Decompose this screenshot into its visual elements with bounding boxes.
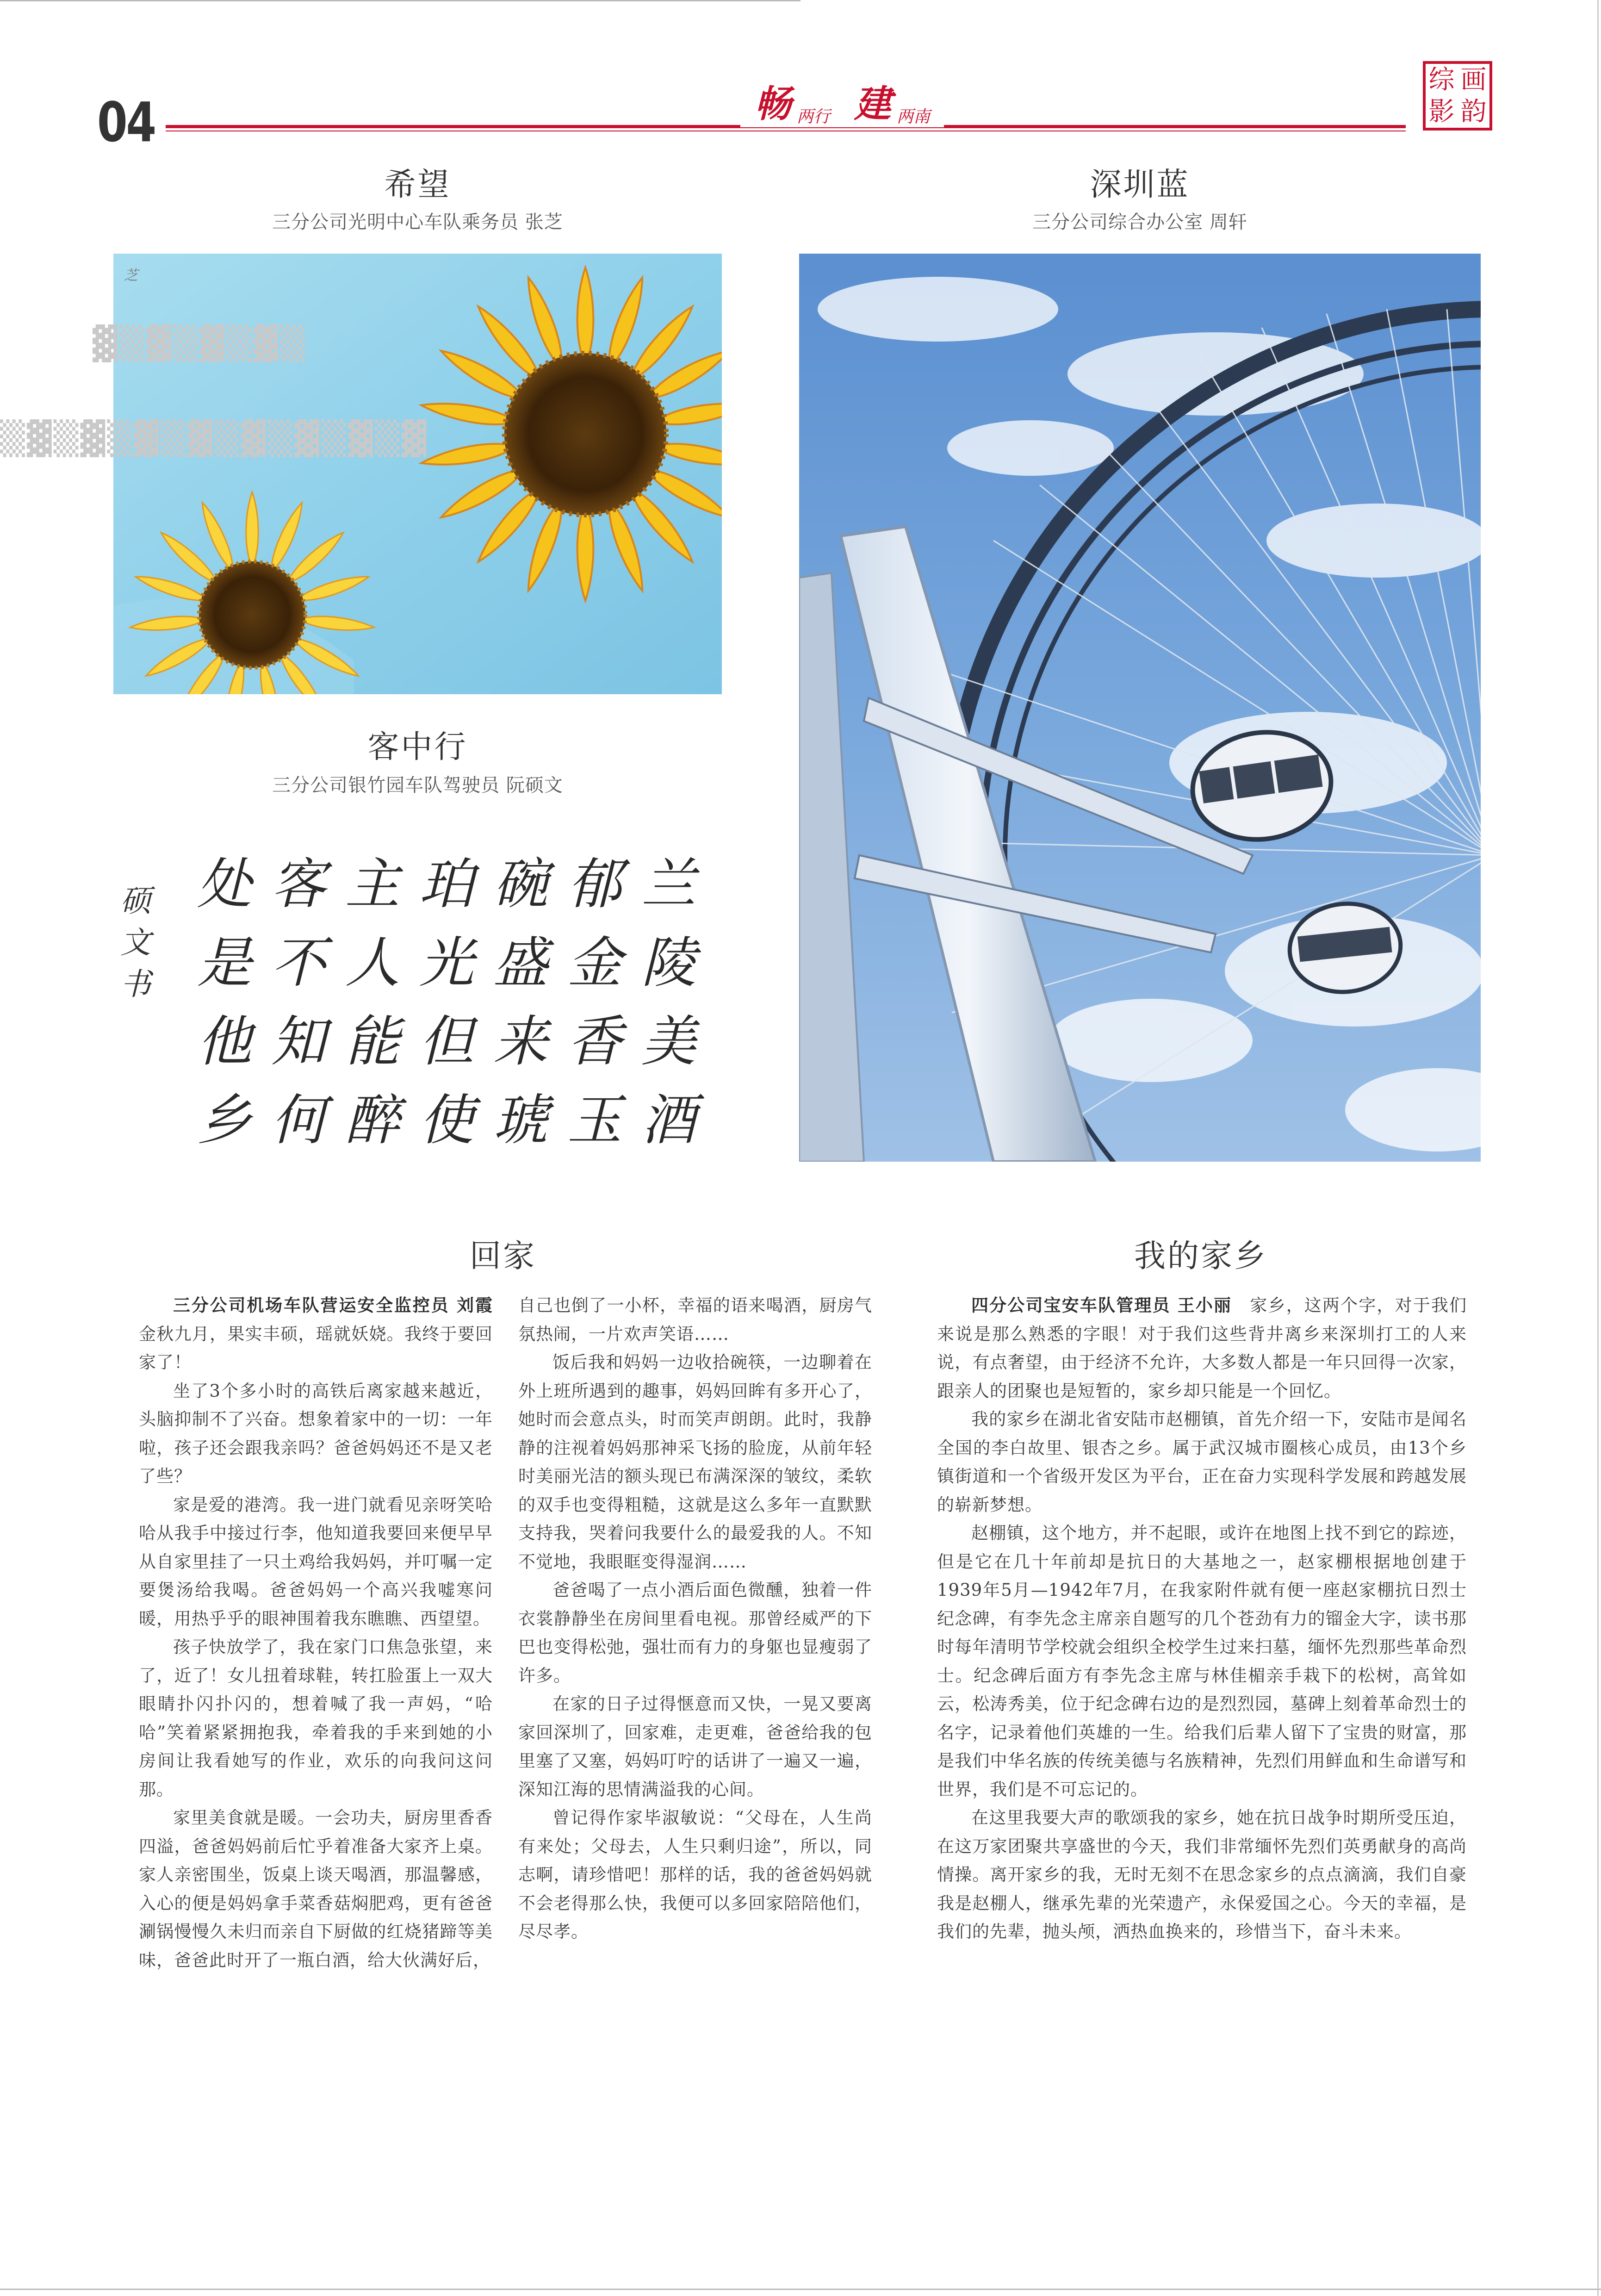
sunflower-painting-svg bbox=[113, 254, 722, 694]
stamp-char: 影 bbox=[1428, 96, 1455, 127]
stamp-char: 综 bbox=[1428, 64, 1455, 95]
stamp-char: 韵 bbox=[1460, 96, 1487, 127]
poem-char: 知 bbox=[271, 1009, 326, 1073]
sunflower-painting bbox=[113, 254, 722, 694]
hometown-paragraph: 在这里我要大声的歌颂我的家乡，她在抗日战争时期所受压迫，在这万家团聚共享盛世的今天，我们非常缅怀先烈们英勇献身的高尚情操。离开家乡的我，无时无刻不在思念家乡的点点滴滴，我们自豪我是赵棚人，继承先辈的光荣遗产，永保爱国之心。今天的幸福，是我们的先辈，抛头颅，洒热血换来的，珍惜当下，奋斗未来。 bbox=[937, 1808, 1467, 1941]
hope-byline: 三分公司光明中心车队乘务员 张芝 bbox=[272, 212, 563, 233]
poem-char: 玉 bbox=[567, 1088, 622, 1152]
scan-artifact: ▓▒▓▒▓▒▓▒ bbox=[93, 324, 307, 362]
home-paragraph: 坐了3个多小时的高铁后离家越来越近，头脑抑制不了兴奋。想象着家中的一切：一年啦，孩子还会跟我亲吗？爸爸妈妈还不是又老了些？ bbox=[139, 1381, 493, 1486]
poem-column bbox=[412, 845, 481, 1159]
slogan-word-2-small: 两南 bbox=[897, 107, 931, 126]
signature-char: 书 bbox=[120, 966, 151, 1002]
slogan-word-1: 畅 bbox=[754, 82, 791, 125]
poem-char: 金 bbox=[567, 931, 622, 995]
ferris-wheel-svg bbox=[799, 254, 1481, 1162]
poem-column bbox=[264, 845, 333, 1159]
ferris-wheel-photo bbox=[799, 254, 1481, 1162]
home-paragraph: 爸爸喝了一点小酒后面色微醺，独着一件衣裳静静坐在房间里看电视。那曾经威严的下巴也变得松弛，强壮而有力的身躯也显瘦弱了许多。 bbox=[518, 1580, 872, 1686]
home-paragraph: 饭后我和妈妈一边收拾碗筷，一边聊着在外上班所遇到的趣事，妈妈回眸有多开心了，她时而会意点头，时而笑声朗朗。此时，我静静的注视着妈妈那神采飞扬的脸庞，从前年轻时美丽光洁的额头现已布满深深的皱纹，柔软的双手也变得粗糙，这就是这么多年一直默默支持我，哭着问我要什么的最爱我的人。不知不觉地，我眼眶变得湿润…… bbox=[518, 1352, 872, 1572]
poem-column bbox=[190, 845, 259, 1159]
calligraphy-poem bbox=[120, 845, 731, 1152]
shenzhen-blue-title: 深圳蓝 bbox=[1090, 167, 1190, 203]
poem-char: 乡 bbox=[197, 1088, 252, 1152]
home-paragraph: 金秋九月，果实丰硕，瑶就妖娆。我终于要回家了！ bbox=[139, 1324, 493, 1372]
poem-char: 醉 bbox=[345, 1088, 400, 1152]
home-paragraph: 孩子快放学了，我在家门口焦急张望，来了，近了！女儿扭着球鞋，转扛脸蛋上一双大眼睛扑闪扑闪的，想着喊了我一声妈，“哈哈”笑着紧紧拥抱我，牵着我的手来到她的小房间让我看她写的作业，欢乐的向我问这问那。 bbox=[139, 1637, 493, 1799]
poem-char: 珀 bbox=[419, 852, 474, 916]
poem-char: 盛 bbox=[493, 931, 548, 995]
poem-char: 处 bbox=[197, 852, 252, 916]
poem-char: 酒 bbox=[641, 1088, 696, 1152]
home-article-col-2 bbox=[518, 1291, 872, 2194]
poem-column bbox=[486, 845, 555, 1159]
poem-char: 来 bbox=[493, 1009, 548, 1073]
poem-char: 使 bbox=[419, 1088, 474, 1152]
signature-char: 文 bbox=[120, 924, 151, 960]
hope-title: 希望 bbox=[384, 167, 451, 203]
signature-char: 硕 bbox=[120, 883, 151, 919]
home-article-col-1 bbox=[139, 1291, 493, 2194]
hometown-article bbox=[937, 1291, 1467, 2194]
poem-char: 但 bbox=[419, 1009, 474, 1073]
home-paragraph: 家里美食就是暖。一会功夫，厨房里香香四溢，爸爸妈妈前后忙乎着准备大家齐上桌。家人亲密围坐，饭桌上谈天喝酒，那温馨感，入心的便是妈妈拿手菜香菇焖肥鸡，更有爸爸涮锅慢慢久未归而亲自下厨做的红烧猪蹄等美味，爸爸此时开了一瓶白酒，给大伙满好后， bbox=[139, 1808, 493, 1970]
poem-char: 客 bbox=[271, 852, 326, 916]
poem-char: 主 bbox=[345, 852, 400, 916]
poem-column bbox=[338, 845, 407, 1159]
artist-mark: 芝 bbox=[124, 268, 138, 284]
poem-char: 能 bbox=[345, 1009, 400, 1073]
poem-column bbox=[560, 845, 629, 1159]
poem-column bbox=[634, 845, 703, 1159]
home-paragraph: 自己也倒了一小杯，幸福的语来喝酒，厨房气氛热闹，一片欢声笑语…… bbox=[518, 1295, 872, 1344]
guest-title: 客中行 bbox=[367, 729, 468, 765]
home-paragraph: 在家的日子过得惬意而又快，一晃又要离家回深圳了，回家难，走更难，爸爸给我的包里塞了又塞，妈妈叮咛的话讲了一遍又一遍，深知江海的思情满溢我的心间。 bbox=[518, 1694, 872, 1799]
poem-char: 郁 bbox=[567, 852, 622, 916]
right-rule bbox=[1597, 0, 1599, 2296]
poem-char: 他 bbox=[197, 1009, 252, 1073]
poem-char: 琥 bbox=[493, 1088, 548, 1152]
poem-char: 何 bbox=[271, 1088, 326, 1152]
scan-artifact: ▒▓▒▓▒▓▒▓▒▓▒▓▒▓▒▓ bbox=[0, 419, 428, 457]
poem-char: 人 bbox=[345, 931, 400, 995]
top-rule bbox=[0, 0, 800, 1]
slogan-word-1-small: 两行 bbox=[797, 107, 831, 126]
poem-char: 光 bbox=[419, 931, 474, 995]
poem-char: 是 bbox=[197, 931, 252, 995]
poem-char: 兰 bbox=[641, 852, 696, 916]
column-stamp bbox=[1423, 61, 1492, 131]
poem-char: 不 bbox=[271, 931, 326, 995]
page-number: 04 bbox=[97, 90, 155, 154]
header-slogan bbox=[740, 76, 944, 127]
guest-byline: 三分公司银竹园车队驾驶员 阮硕文 bbox=[272, 775, 563, 796]
home-paragraph: 家是爱的港湾。我一进门就看见亲呀笑哈哈从我手中接过行李，他知道我要回来便早早从自家里挂了一只土鸡给我妈妈，并叮嘱一定要煲汤给我喝。爸爸妈妈一个高兴我嘘寒问暖，用热乎乎的眼神围着我东瞧瞧、西望望。 bbox=[139, 1494, 493, 1629]
hometown-author: 四分公司宝安车队管理员 王小丽 bbox=[971, 1295, 1232, 1315]
bottom-rule bbox=[0, 2289, 1601, 2290]
home-paragraph: 曾记得作家毕淑敏说：“父母在，人生尚有来处；父母去，人生只剩归途”，所以，同志啊，请珍惜吧！那样的话，我的爸爸妈妈就不会老得那么快，我便可以多回家陪陪他们，尽尽孝。 bbox=[518, 1808, 872, 1941]
slogan-word-2: 建 bbox=[854, 82, 892, 125]
home-author: 三分公司机场车队营运安全监控员 刘霞 bbox=[173, 1295, 493, 1315]
poem-char: 碗 bbox=[493, 852, 548, 916]
stamp-char: 画 bbox=[1460, 64, 1487, 95]
hometown-paragraph: 赵棚镇，这个地方，并不起眼，或许在地图上找不到它的踪迹，但是它在几十年前却是抗日的大基地之一，赵家棚根据地创建于1939年5月—1942年7月，在我家附件就有便一座赵家棚抗日烈士纪念碑，有李先念主席亲自题写的几个苍劲有力的镏金大字，读书那时每年清明节学校就会组织全校学生过来扫墓，缅怀先烈那些革命烈士。纪念碑后面方有李先念主席与林佳楣亲手栽下的松树，高耸如云，松涛秀美，位于纪念碑右边的是烈烈园，墓碑上刻着革命烈士的名字，记录着他们英雄的一生。给我们后辈人留下了宝贵的财富，那是我们中华名族的传统美德与名族精神，先烈们用鲜血和生命谱写和世界，我们是不可忘记的。 bbox=[937, 1523, 1467, 1799]
hometown-paragraph: 我的家乡在湖北省安陆市赵棚镇，首先介绍一下，安陆市是闻名全国的李白故里、银杏之乡。属于武汉城市圈核心成员，由13个乡镇街道和一个省级开发区为平台，正在奋力实现科学发展和跨越发展的崭新梦想。 bbox=[937, 1409, 1467, 1515]
poem-char: 美 bbox=[641, 1009, 696, 1073]
hometown-title: 我的家乡 bbox=[1134, 1238, 1267, 1275]
poem-char: 香 bbox=[567, 1009, 622, 1073]
home-title: 回家 bbox=[470, 1238, 537, 1275]
hometown-paragraph: 家乡，这两个字，对于我们来说是那么熟悉的字眼！对于我们这些背井离乡来深圳打工的人来说，有点奢望，由于经济不允许，大多数人都是一年只回得一次家，跟亲人的团聚也是短暂的，家乡却只能是一个回忆。 bbox=[937, 1295, 1467, 1401]
poem-char: 陵 bbox=[641, 931, 696, 995]
calligraphy-signature bbox=[120, 877, 151, 1002]
shenzhen-blue-byline: 三分公司综合办公室 周轩 bbox=[1032, 212, 1247, 233]
